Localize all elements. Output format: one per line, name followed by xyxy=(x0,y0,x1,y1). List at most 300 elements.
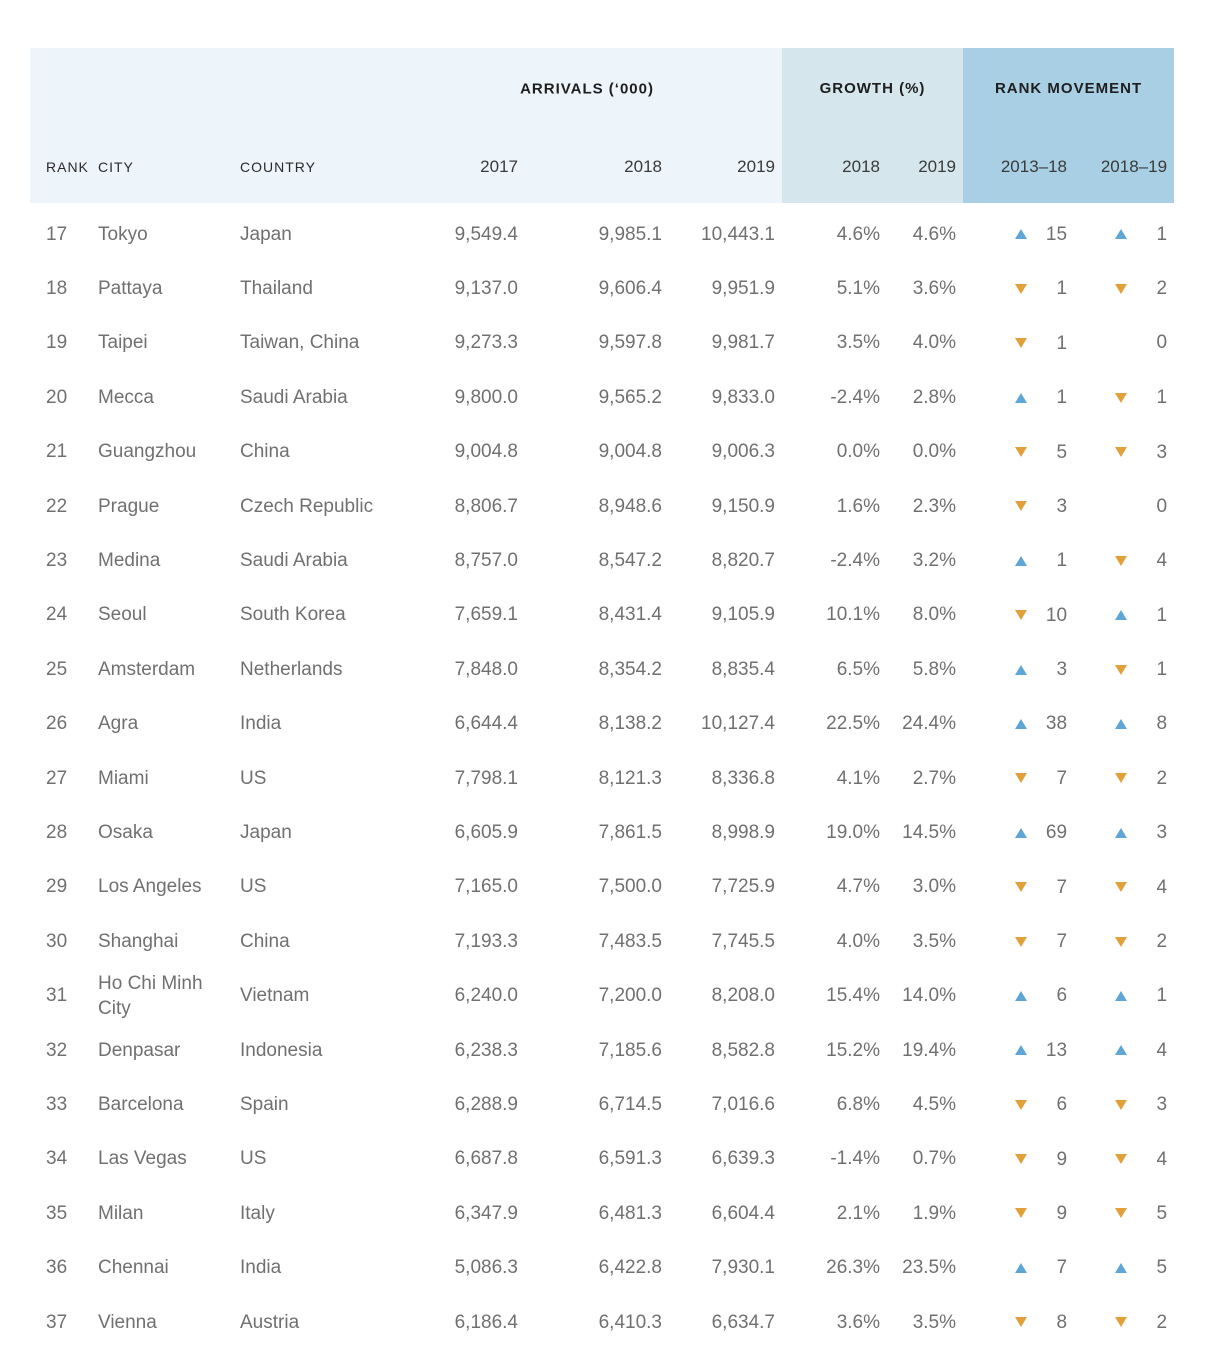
growth-2019-cell: 3.2% xyxy=(912,550,957,572)
movement-2013-18-cell xyxy=(963,751,1067,805)
growth-2018-cell: 10.1% xyxy=(826,604,880,626)
city-cell: Chennai xyxy=(98,1257,169,1279)
arrivals-2018-cell: 8,431.4 xyxy=(598,604,662,626)
arrow-up-icon xyxy=(1115,719,1127,729)
growth-group-header xyxy=(782,48,963,130)
arrivals-2019-cell: 6,639.3 xyxy=(711,1148,775,1170)
movement-value: 3 xyxy=(1156,1094,1168,1116)
movement-value: 0 xyxy=(1156,332,1168,354)
movement-2018-19-cell xyxy=(1067,860,1174,914)
col-movement-2013-18: 2013–18 xyxy=(963,130,1067,203)
growth-2019-cell: 4.6% xyxy=(912,223,957,245)
group-header-row xyxy=(30,48,1174,130)
movement-value: 7 xyxy=(1056,931,1068,953)
table-row xyxy=(30,261,1174,315)
movement-value: 1 xyxy=(1156,659,1168,681)
movement-value: 2 xyxy=(1156,767,1168,789)
arrow-down-icon xyxy=(1115,882,1127,892)
arrow-up-icon xyxy=(1015,393,1027,403)
arrow-up-icon xyxy=(1015,1263,1027,1273)
movement-2013-18-cell xyxy=(963,697,1067,751)
arrow-down-icon xyxy=(1115,1154,1127,1164)
column-header-row xyxy=(30,130,1174,203)
rank-cell: 33 xyxy=(46,1093,68,1115)
arrow-down-icon xyxy=(1115,447,1127,457)
movement-2018-19-cell xyxy=(1067,805,1174,859)
movement-value: 3 xyxy=(1156,822,1168,844)
city-cell: Agra xyxy=(98,713,139,735)
movement-value: 5 xyxy=(1156,1257,1168,1279)
arrow-down-icon xyxy=(1015,882,1027,892)
table-body xyxy=(30,203,1174,1349)
rank-cell: 18 xyxy=(46,278,68,300)
rank-cell: 32 xyxy=(46,1039,68,1061)
movement-value: 4 xyxy=(1156,1148,1168,1170)
movement-value: 69 xyxy=(1045,822,1068,844)
country-cell: China xyxy=(240,441,290,463)
growth-2018-cell: 4.1% xyxy=(836,767,880,789)
rank-cell: 30 xyxy=(46,930,68,952)
growth-2019-cell: 3.6% xyxy=(912,278,957,300)
movement-2018-19-cell xyxy=(1067,533,1174,587)
city-arrivals-table xyxy=(30,48,1174,1349)
movement-value: 3 xyxy=(1156,441,1168,463)
growth-2019-cell: 3.5% xyxy=(912,930,957,952)
country-cell: US xyxy=(240,876,267,898)
arrivals-2019-cell: 7,745.5 xyxy=(711,930,775,952)
growth-2018-cell: 22.5% xyxy=(826,713,880,735)
movement-2013-18-cell xyxy=(963,968,1067,1022)
arrow-up-icon xyxy=(1015,1045,1027,1055)
arrivals-2019-cell: 9,105.9 xyxy=(711,604,775,626)
growth-2018-cell: 5.1% xyxy=(836,278,880,300)
arrivals-2019-cell: 10,127.4 xyxy=(701,713,775,735)
movement-2018-19-cell xyxy=(1067,751,1174,805)
movement-value: 1 xyxy=(1056,387,1068,409)
table-row xyxy=(30,860,1174,914)
arrivals-2017-cell: 7,848.0 xyxy=(454,658,518,680)
growth-2019-cell: 2.8% xyxy=(912,386,957,408)
growth-2018-cell: -2.4% xyxy=(830,386,880,408)
rank-cell: 28 xyxy=(46,821,68,843)
movement-value: 38 xyxy=(1045,713,1068,735)
movement-2013-18-cell xyxy=(963,370,1067,424)
arrivals-2017-cell: 6,605.9 xyxy=(454,821,518,843)
city-cell: Taipei xyxy=(98,332,148,354)
table-row xyxy=(30,805,1174,859)
movement-value: 6 xyxy=(1056,1094,1068,1116)
col-arrivals-2018: 2018 xyxy=(518,130,662,203)
arrow-down-icon xyxy=(1115,284,1127,294)
col-movement-2018-19: 2018–19 xyxy=(1067,130,1174,203)
movement-2013-18-cell xyxy=(963,1132,1067,1186)
country-cell: Taiwan, China xyxy=(240,332,360,354)
arrivals-2019-cell: 8,208.0 xyxy=(711,985,775,1007)
growth-2019-cell: 0.0% xyxy=(912,441,957,463)
arrivals-2017-cell: 6,347.9 xyxy=(454,1202,518,1224)
arrow-up-icon xyxy=(1115,1045,1127,1055)
arrivals-2018-cell: 8,138.2 xyxy=(598,713,662,735)
country-cell: China xyxy=(240,930,290,952)
country-cell: US xyxy=(240,767,267,789)
arrivals-2017-cell: 7,165.0 xyxy=(454,876,518,898)
rank-cell: 34 xyxy=(46,1148,68,1170)
movement-value: 4 xyxy=(1156,550,1168,572)
growth-2019-cell: 23.5% xyxy=(902,1257,957,1279)
table-row xyxy=(30,533,1174,587)
movement-value: 9 xyxy=(1056,1148,1068,1170)
arrivals-2017-cell: 9,273.3 xyxy=(454,332,518,354)
growth-2018-cell: 4.0% xyxy=(836,930,880,952)
rank-cell: 19 xyxy=(46,332,68,354)
arrivals-2018-cell: 8,354.2 xyxy=(598,658,662,680)
rankings-table-container xyxy=(30,48,1174,1349)
country-cell: India xyxy=(240,713,282,735)
col-arrivals-2017: 2017 xyxy=(390,130,518,203)
movement-value: 5 xyxy=(1156,1202,1168,1224)
movement-value: 8 xyxy=(1056,1311,1068,1333)
movement-value: 1 xyxy=(1156,604,1168,626)
movement-2013-18-cell xyxy=(963,1077,1067,1131)
country-cell: South Korea xyxy=(240,604,346,626)
arrow-down-icon xyxy=(1115,1100,1127,1110)
growth-2018-cell: 3.5% xyxy=(836,332,880,354)
movement-value: 1 xyxy=(1056,550,1068,572)
movement-value: 7 xyxy=(1056,1257,1068,1279)
movement-value: 1 xyxy=(1156,387,1168,409)
arrivals-2018-cell: 8,121.3 xyxy=(598,767,662,789)
city-cell: Vienna xyxy=(98,1311,157,1333)
growth-2019-cell: 3.0% xyxy=(912,876,957,898)
col-growth-2018: 2018 xyxy=(782,130,880,203)
arrivals-2017-cell: 8,806.7 xyxy=(454,495,518,517)
rank-movement-group-header xyxy=(963,48,1174,130)
arrivals-2019-cell: 7,725.9 xyxy=(711,876,775,898)
growth-2018-cell: -2.4% xyxy=(830,550,880,572)
arrivals-2019-cell: 9,833.0 xyxy=(711,386,775,408)
city-cell: Medina xyxy=(98,550,161,572)
arrow-up-icon xyxy=(1115,828,1127,838)
arrow-down-icon xyxy=(1015,610,1027,620)
movement-value: 8 xyxy=(1156,713,1168,735)
city-cell: Denpasar xyxy=(98,1039,181,1061)
movement-value: 5 xyxy=(1056,441,1068,463)
movement-2018-19-cell xyxy=(1067,479,1174,533)
city-cell: Osaka xyxy=(98,821,153,843)
table-row xyxy=(30,914,1174,968)
arrow-down-icon xyxy=(1015,1100,1027,1110)
movement-2018-19-cell xyxy=(1067,370,1174,424)
movement-2013-18-cell xyxy=(963,588,1067,642)
arrow-down-icon xyxy=(1115,665,1127,675)
movement-value: 1 xyxy=(1156,985,1168,1007)
arrivals-2017-cell: 7,193.3 xyxy=(454,930,518,952)
movement-value: 10 xyxy=(1045,604,1068,626)
table-row xyxy=(30,1186,1174,1240)
arrivals-2018-cell: 9,606.4 xyxy=(598,278,662,300)
city-cell: Pattaya xyxy=(98,278,163,300)
movement-value: 0 xyxy=(1156,495,1168,517)
movement-2018-19-cell xyxy=(1067,1023,1174,1077)
growth-group-label: GROWTH (%) xyxy=(819,80,926,97)
rank-cell: 26 xyxy=(46,713,68,735)
table-row xyxy=(30,1240,1174,1294)
city-cell: Las Vegas xyxy=(98,1148,187,1170)
arrivals-2017-cell: 9,549.4 xyxy=(454,223,518,245)
country-cell: Saudi Arabia xyxy=(240,550,348,572)
arrivals-2018-cell: 9,597.8 xyxy=(598,332,662,354)
growth-2018-cell: 6.5% xyxy=(836,658,880,680)
arrivals-2018-cell: 7,483.5 xyxy=(598,930,662,952)
arrivals-2017-cell: 6,240.0 xyxy=(454,985,518,1007)
movement-2018-19-cell xyxy=(1067,914,1174,968)
arrivals-2019-cell: 9,150.9 xyxy=(711,495,775,517)
arrow-down-icon xyxy=(1015,1208,1027,1218)
growth-2019-cell: 8.0% xyxy=(912,604,957,626)
growth-2019-cell: 14.5% xyxy=(902,821,957,843)
arrivals-2017-cell: 9,800.0 xyxy=(454,386,518,408)
arrow-down-icon xyxy=(1115,1317,1127,1327)
growth-2019-cell: 19.4% xyxy=(902,1039,957,1061)
table-row xyxy=(30,479,1174,533)
rank-cell: 17 xyxy=(46,223,68,245)
movement-2018-19-cell xyxy=(1067,425,1174,479)
col-arrivals-2019: 2019 xyxy=(662,130,782,203)
city-cell: Barcelona xyxy=(98,1093,184,1115)
country-cell: Italy xyxy=(240,1202,275,1224)
arrivals-2018-cell: 7,200.0 xyxy=(598,985,662,1007)
movement-2018-19-cell xyxy=(1067,1077,1174,1131)
growth-2018-cell: 15.2% xyxy=(826,1039,880,1061)
movement-value: 1 xyxy=(1056,332,1068,354)
arrivals-2018-cell: 6,481.3 xyxy=(598,1202,662,1224)
arrivals-2018-cell: 6,410.3 xyxy=(598,1311,662,1333)
arrow-up-icon xyxy=(1115,991,1127,1001)
growth-2019-cell: 5.8% xyxy=(912,658,957,680)
growth-2018-cell: -1.4% xyxy=(830,1148,880,1170)
growth-2018-cell: 4.7% xyxy=(836,876,880,898)
growth-2018-cell: 0.0% xyxy=(836,441,880,463)
arrivals-2017-cell: 9,137.0 xyxy=(454,278,518,300)
arrow-down-icon xyxy=(1015,284,1027,294)
arrow-down-icon xyxy=(1015,937,1027,947)
city-cell: Miami xyxy=(98,767,149,789)
rank-cell: 31 xyxy=(46,985,68,1007)
arrivals-2018-cell: 7,500.0 xyxy=(598,876,662,898)
city-cell: Milan xyxy=(98,1202,144,1224)
movement-2013-18-cell xyxy=(963,261,1067,315)
city-cell: Los Angeles xyxy=(98,876,202,898)
arrivals-2018-cell: 9,985.1 xyxy=(598,223,662,245)
arrivals-2017-cell: 6,186.4 xyxy=(454,1311,518,1333)
arrow-down-icon xyxy=(1115,556,1127,566)
rank-cell: 20 xyxy=(46,386,68,408)
movement-value: 2 xyxy=(1156,931,1168,953)
arrivals-2017-cell: 6,288.9 xyxy=(454,1093,518,1115)
country-cell: Austria xyxy=(240,1311,300,1333)
arrow-up-icon xyxy=(1015,556,1027,566)
table-row xyxy=(30,1077,1174,1131)
arrow-up-icon xyxy=(1015,719,1027,729)
arrow-up-icon xyxy=(1015,229,1027,239)
arrivals-group-label: ARRIVALS (‘000) xyxy=(520,80,654,98)
movement-value: 9 xyxy=(1056,1202,1068,1224)
arrow-down-icon xyxy=(1115,1208,1127,1218)
growth-2018-cell: 2.1% xyxy=(836,1202,880,1224)
arrow-down-icon xyxy=(1115,393,1127,403)
arrivals-2019-cell: 7,930.1 xyxy=(711,1257,775,1279)
rank-cell: 37 xyxy=(46,1311,68,1333)
col-rank: RANK xyxy=(30,130,98,203)
movement-2018-19-cell xyxy=(1067,642,1174,696)
country-cell: Saudi Arabia xyxy=(240,386,348,408)
arrow-up-icon xyxy=(1115,1263,1127,1273)
movement-2013-18-cell xyxy=(963,533,1067,587)
table-row xyxy=(30,370,1174,424)
arrow-up-icon xyxy=(1015,828,1027,838)
growth-2018-cell: 19.0% xyxy=(826,821,880,843)
growth-2018-cell: 1.6% xyxy=(836,495,880,517)
city-cell: Tokyo xyxy=(98,223,148,245)
growth-2019-cell: 14.0% xyxy=(902,985,957,1007)
city-cell: Mecca xyxy=(98,386,154,408)
arrivals-2018-cell: 9,004.8 xyxy=(598,441,662,463)
arrivals-2019-cell: 8,582.8 xyxy=(711,1039,775,1061)
country-cell: India xyxy=(240,1257,282,1279)
growth-2018-cell: 4.6% xyxy=(836,223,880,245)
table-row xyxy=(30,316,1174,370)
arrivals-2019-cell: 8,998.9 xyxy=(711,821,775,843)
movement-value: 2 xyxy=(1156,278,1168,300)
rank-cell: 25 xyxy=(46,658,68,680)
movement-2013-18-cell xyxy=(963,642,1067,696)
country-cell: Indonesia xyxy=(240,1039,323,1061)
movement-2013-18-cell xyxy=(963,479,1067,533)
col-country: COUNTRY xyxy=(240,130,390,203)
movement-2013-18-cell xyxy=(963,1240,1067,1294)
growth-2018-cell: 26.3% xyxy=(826,1257,880,1279)
arrivals-2017-cell: 6,644.4 xyxy=(454,713,518,735)
growth-2018-cell: 3.6% xyxy=(836,1311,880,1333)
arrivals-2019-cell: 6,634.7 xyxy=(711,1311,775,1333)
movement-2018-19-cell xyxy=(1067,968,1174,1022)
arrivals-2018-cell: 8,547.2 xyxy=(598,550,662,572)
rank-cell: 36 xyxy=(46,1257,68,1279)
movement-value: 6 xyxy=(1056,985,1068,1007)
movement-2013-18-cell xyxy=(963,425,1067,479)
arrivals-2017-cell: 7,659.1 xyxy=(454,604,518,626)
arrow-up-icon xyxy=(1015,991,1027,1001)
arrivals-2018-cell: 8,948.6 xyxy=(598,495,662,517)
arrow-down-icon xyxy=(1015,501,1027,511)
movement-2013-18-cell xyxy=(963,203,1067,261)
growth-2019-cell: 2.7% xyxy=(912,767,957,789)
movement-value: 1 xyxy=(1056,278,1068,300)
country-cell: Czech Republic xyxy=(240,495,374,517)
country-cell: Vietnam xyxy=(240,985,310,1007)
movement-2018-19-cell xyxy=(1067,588,1174,642)
table-header xyxy=(30,48,1174,203)
col-growth-2019: 2019 xyxy=(880,130,963,203)
arrivals-2019-cell: 8,835.4 xyxy=(711,658,775,680)
arrivals-2019-cell: 8,336.8 xyxy=(711,767,775,789)
country-cell: Japan xyxy=(240,821,292,843)
arrow-down-icon xyxy=(1015,1317,1027,1327)
movement-2018-19-cell xyxy=(1067,316,1174,370)
table-row xyxy=(30,203,1174,261)
arrow-down-icon xyxy=(1015,773,1027,783)
movement-value: 7 xyxy=(1056,767,1068,789)
country-cell: Spain xyxy=(240,1093,289,1115)
movement-2018-19-cell xyxy=(1067,1132,1174,1186)
arrivals-2017-cell: 8,757.0 xyxy=(454,550,518,572)
movement-2013-18-cell xyxy=(963,860,1067,914)
movement-2013-18-cell xyxy=(963,1186,1067,1240)
arrivals-2017-cell: 6,687.8 xyxy=(454,1148,518,1170)
movement-2013-18-cell xyxy=(963,1023,1067,1077)
arrivals-group-label-cell xyxy=(520,48,782,130)
movement-2018-19-cell xyxy=(1067,1186,1174,1240)
arrivals-2019-cell: 9,006.3 xyxy=(711,441,775,463)
growth-2019-cell: 4.5% xyxy=(912,1093,957,1115)
country-cell: Japan xyxy=(240,223,292,245)
movement-2018-19-cell xyxy=(1067,697,1174,751)
arrivals-2019-cell: 8,820.7 xyxy=(711,550,775,572)
arrivals-2019-cell: 6,604.4 xyxy=(711,1202,775,1224)
movement-value: 2 xyxy=(1156,1311,1168,1333)
city-cell: Amsterdam xyxy=(98,658,196,680)
arrivals-2017-cell: 9,004.8 xyxy=(454,441,518,463)
growth-2018-cell: 15.4% xyxy=(826,985,880,1007)
movement-2013-18-cell xyxy=(963,316,1067,370)
rank-cell: 23 xyxy=(46,550,68,572)
growth-2019-cell: 3.5% xyxy=(912,1311,957,1333)
country-cell: Netherlands xyxy=(240,658,343,680)
movement-2018-19-cell xyxy=(1067,203,1174,261)
table-row xyxy=(30,1023,1174,1077)
movement-2018-19-cell xyxy=(1067,1240,1174,1294)
country-cell: Thailand xyxy=(240,278,313,300)
arrivals-2018-cell: 6,422.8 xyxy=(598,1257,662,1279)
arrow-up-icon xyxy=(1115,229,1127,239)
col-city: CITY xyxy=(98,130,240,203)
country-cell: US xyxy=(240,1148,267,1170)
movement-value: 15 xyxy=(1045,223,1068,245)
city-cell: Shanghai xyxy=(98,930,179,952)
city-cell: Prague xyxy=(98,495,160,517)
movement-value: 4 xyxy=(1156,876,1168,898)
growth-2019-cell: 0.7% xyxy=(912,1148,957,1170)
arrow-down-icon xyxy=(1115,937,1127,947)
city-cell: Ho Chi Minh City xyxy=(98,972,203,1019)
movement-value: 3 xyxy=(1056,659,1068,681)
table-row xyxy=(30,968,1174,1022)
movement-value: 1 xyxy=(1156,223,1168,245)
growth-2019-cell: 1.9% xyxy=(912,1202,957,1224)
arrivals-2019-cell: 10,443.1 xyxy=(701,223,775,245)
rank-cell: 22 xyxy=(46,495,68,517)
growth-2019-cell: 24.4% xyxy=(902,713,957,735)
arrivals-2018-cell: 7,861.5 xyxy=(598,821,662,843)
movement-value: 4 xyxy=(1156,1039,1168,1061)
rank-cell: 29 xyxy=(46,876,68,898)
arrow-up-icon xyxy=(1115,610,1127,620)
growth-2018-cell: 6.8% xyxy=(836,1093,880,1115)
rank-cell: 21 xyxy=(46,441,68,463)
table-row xyxy=(30,425,1174,479)
movement-2013-18-cell xyxy=(963,805,1067,859)
growth-2019-cell: 4.0% xyxy=(912,332,957,354)
